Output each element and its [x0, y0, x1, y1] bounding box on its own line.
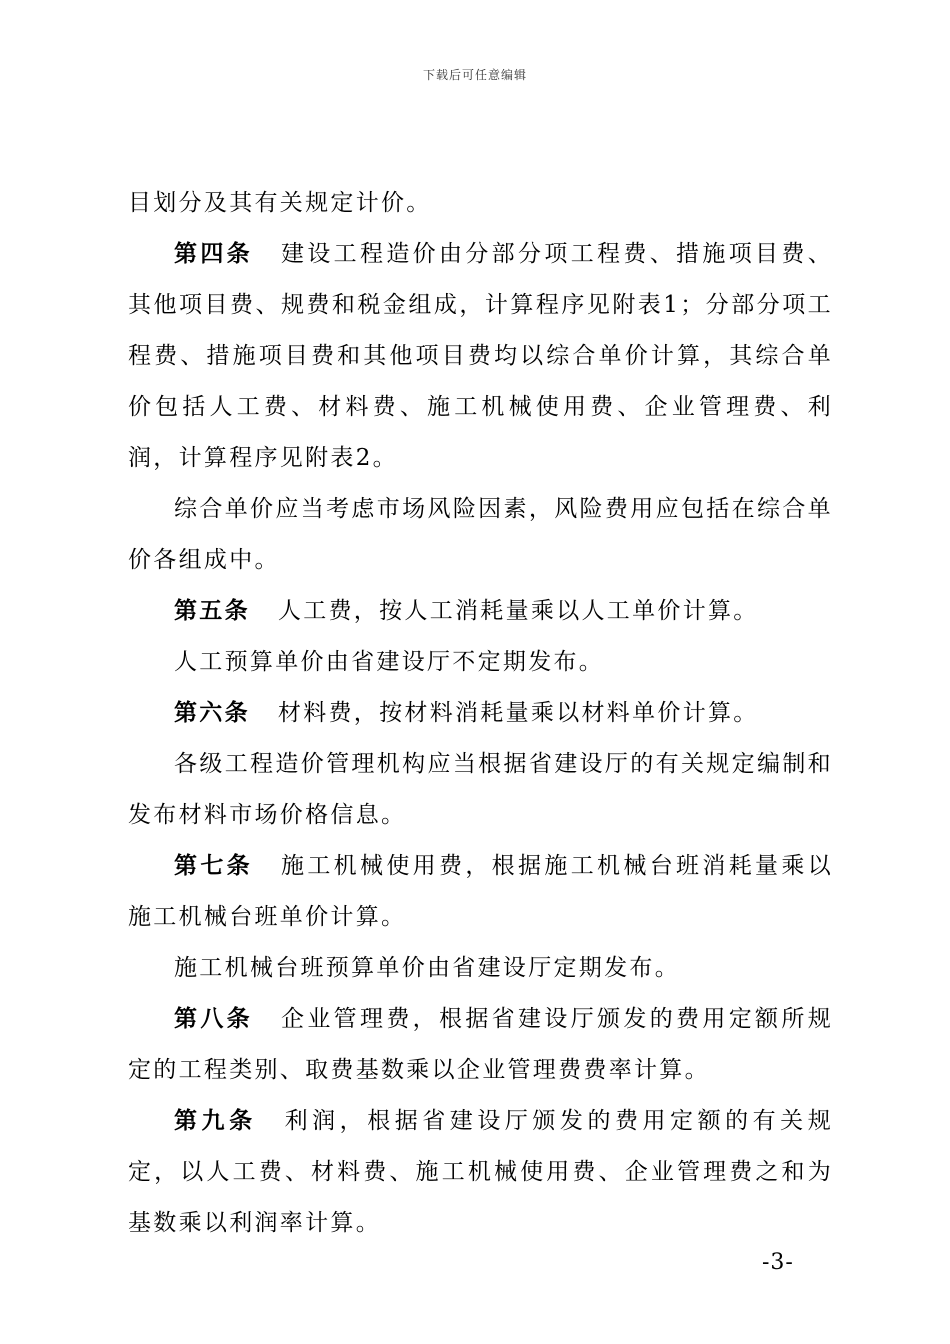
paragraph-text: 材料费，按材料消耗量乘以材料单价计算。 — [277, 700, 759, 726]
article-6 — [128, 688, 833, 739]
article-number: 第七条 — [174, 853, 254, 879]
paragraph-text: 人工费，按人工消耗量乘以人工单价计算。 — [277, 598, 759, 624]
paragraph-text: 利润，根据省建设厅颁发的费用定额的有关规定，以人工费、材料费、施工机械使用费、企业管理费之和为基数乘以利润率计算。 — [128, 1108, 834, 1236]
document-body — [128, 178, 833, 1249]
article-number: 第四条 — [174, 241, 254, 267]
article-5 — [128, 586, 833, 637]
article-7 — [128, 841, 833, 943]
header-note: 下载后可任意编辑 — [422, 68, 527, 82]
paragraph-text: 人工预算单价由省建设厅不定期发布。 — [174, 649, 605, 675]
paragraph-text: 目划分及其有关规定计价。 — [128, 190, 432, 216]
article-9 — [128, 1096, 833, 1249]
paragraph — [128, 739, 833, 841]
article-number: 第九条 — [174, 1108, 257, 1134]
article-number: 第六条 — [174, 700, 250, 726]
paragraph-text: 各级工程造价管理机构应当根据省建设厅的有关规定编制和发布材料市场价格信息。 — [128, 751, 833, 828]
paragraph-text: 企业管理费，根据省建设厅颁发的费用定额所规定的工程类别、取费基数乘以企业管理费费率计算。 — [128, 1006, 833, 1083]
paragraph-text: 施工机械台班预算单价由省建设厅定期发布。 — [174, 955, 680, 981]
paragraph — [128, 484, 833, 586]
page-number: -3- — [762, 1250, 794, 1275]
article-4 — [128, 229, 833, 484]
paragraph — [128, 637, 833, 688]
article-number: 第五条 — [174, 598, 250, 624]
paragraph-text: 施工机械使用费，根据施工机械台班消耗量乘以施工机械台班单价计算。 — [128, 853, 833, 930]
paragraph — [128, 943, 833, 994]
article-8 — [128, 994, 833, 1096]
paragraph — [128, 178, 833, 229]
paragraph-text: 综合单价应当考虑市场风险因素，风险费用应包括在综合单价各组成中。 — [128, 496, 833, 573]
article-number: 第八条 — [174, 1006, 254, 1032]
paragraph-text: 建设工程造价由分部分项工程费、措施项目费、其他项目费、规费和税金组成，计算程序见附表1；分部分项工程费、措施项目费和其他项目费均以综合单价计算，其综合单价包括人工费、材料费、施工机械使用费、企业管理费、利润，计算程序见附表2。 — [128, 241, 833, 471]
